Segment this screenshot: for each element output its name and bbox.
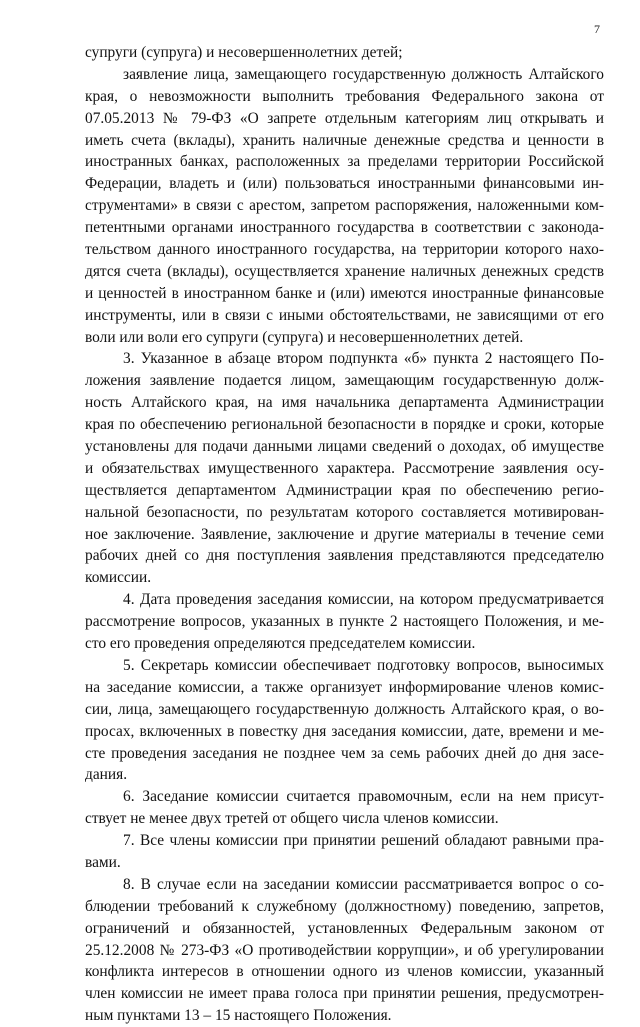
text-line: на заседание комиссии, а также организует информирование членов комис- xyxy=(85,678,604,696)
page-number: 7 xyxy=(594,22,600,36)
text-line: установлены для подачи данными лицами сведений о доходах, об имуществе xyxy=(85,438,604,456)
text-line: член комиссии не имеет права голоса при принятии решения, предусмотрен- xyxy=(85,985,604,1003)
text-line: рассмотрение вопросов, указанных в пункте 2 настоящего Положения, и ме- xyxy=(85,613,604,631)
text-line: инструменты, или в связи с иными обстоятельствами, не зависящими от его xyxy=(85,306,604,324)
text-line: петентными органами иностранного государства в соответствии с законода- xyxy=(85,219,604,237)
text-line: заявление лица, замещающего государственную должность Алтайского xyxy=(123,65,604,83)
text-line: ограничений и обязанностей, установленных Федеральным законом от xyxy=(85,919,604,937)
text-line: конфликта интересов в отношении одного из членов комиссии, указанный xyxy=(85,963,604,981)
paragraph xyxy=(85,348,604,589)
text-line: сии, лица, замещающего государственную должность Алтайского края, о во- xyxy=(85,700,604,718)
paragraph xyxy=(85,589,604,655)
text-line: воли или воли его супруги (супруга) и несовершеннолетних детей. xyxy=(85,328,524,346)
paragraph xyxy=(85,42,604,64)
text-line: сте проведения заседания не позднее чем за семь рабочих дней до дня засе- xyxy=(85,744,604,762)
text-line: 25.12.2008 № 273-ФЗ «О противодействии коррупции», и об урегулировании xyxy=(85,941,604,959)
text-line: 07.05.2013 № 79-ФЗ «О запрете отдельным категориям лиц открывать и xyxy=(85,109,604,127)
text-line: 8. В случае если на заседании комиссии рассматривается вопрос о со- xyxy=(123,875,604,893)
text-line: и ценностей в иностранном банке и (или) имеются иностранные финансовые xyxy=(85,284,604,302)
text-line: сто его проведения определяются председателем комиссии. xyxy=(85,635,476,653)
text-line: ствует не менее двух третей от общего числа членов комиссии. xyxy=(85,810,499,828)
text-line: ность Алтайского края, на имя начальника департамента Администрации xyxy=(85,394,604,412)
text-line: края, о невозможности выполнить требования Федерального закона от xyxy=(85,87,604,105)
text-line: 3. Указанное в абзаце втором подпункта «б» пункта 2 настоящего По- xyxy=(123,350,604,368)
text-line: супруги (супруга) и несовершеннолетних детей; xyxy=(85,44,403,61)
text-line: края по обеспечению региональной безопасности в порядке и сроки, которые xyxy=(85,416,604,434)
text-line: тельством данного иностранного государства, на территории которого нахо- xyxy=(85,241,604,259)
text-line: комиссии. xyxy=(85,569,152,587)
text-line: струментами» в связи с арестом, запретом распоряжения, наложенными ком- xyxy=(85,197,604,215)
paragraph xyxy=(85,830,604,874)
text-line: и обязательствах имущественного характера. Рассмотрение заявления осу- xyxy=(85,459,604,477)
paragraph xyxy=(85,786,604,830)
text-line: 6. Заседание комиссии считается правомочным, если на нем присут- xyxy=(123,788,604,806)
text-line: ществляется департаментом Администрации края по обеспечению регио- xyxy=(85,481,604,499)
document-body xyxy=(85,42,604,1027)
text-line: просах, включенных в повестку дня заседания комиссии, дате, времени и ме- xyxy=(85,722,604,740)
text-line: Федерации, владеть и (или) пользоваться иностранными финансовыми ин- xyxy=(85,175,604,193)
text-line: ным пунктами 13 – 15 настоящего Положения. xyxy=(85,1007,392,1025)
text-line: ложения заявление подается лицом, замещающим государственную долж- xyxy=(85,372,604,390)
text-line: нальной безопасности, по результатам которого составляется мотивирован- xyxy=(85,503,604,521)
text-line: рабочих дней со дня поступления заявления представляются председателю xyxy=(85,547,604,565)
text-line: иметь счета (вклады), хранить наличные денежные средства и ценности в xyxy=(85,131,604,149)
text-line: ное заключение. Заявление, заключение и другие материалы в течение семи xyxy=(85,525,604,543)
text-line: блюдении требований к служебному (должностному) поведению, запретов, xyxy=(85,897,604,915)
paragraph xyxy=(85,64,604,349)
text-line: иностранных банках, расположенных за пределами территории Российской xyxy=(85,153,604,171)
text-line: дания. xyxy=(85,766,128,784)
text-line: вами. xyxy=(85,853,121,871)
text-line: 5. Секретарь комиссии обеспечивает подготовку вопросов, выносимых xyxy=(123,656,604,674)
text-line: 4. Дата проведения заседания комиссии, на котором предусматривается xyxy=(123,591,604,609)
text-line: 7. Все члены комиссии при принятии решений обладают равными пра- xyxy=(123,832,604,850)
paragraph xyxy=(85,874,604,1027)
paragraph xyxy=(85,655,604,786)
text-line: дятся счета (вклады), осуществляется хранение наличных денежных средств xyxy=(85,262,604,280)
